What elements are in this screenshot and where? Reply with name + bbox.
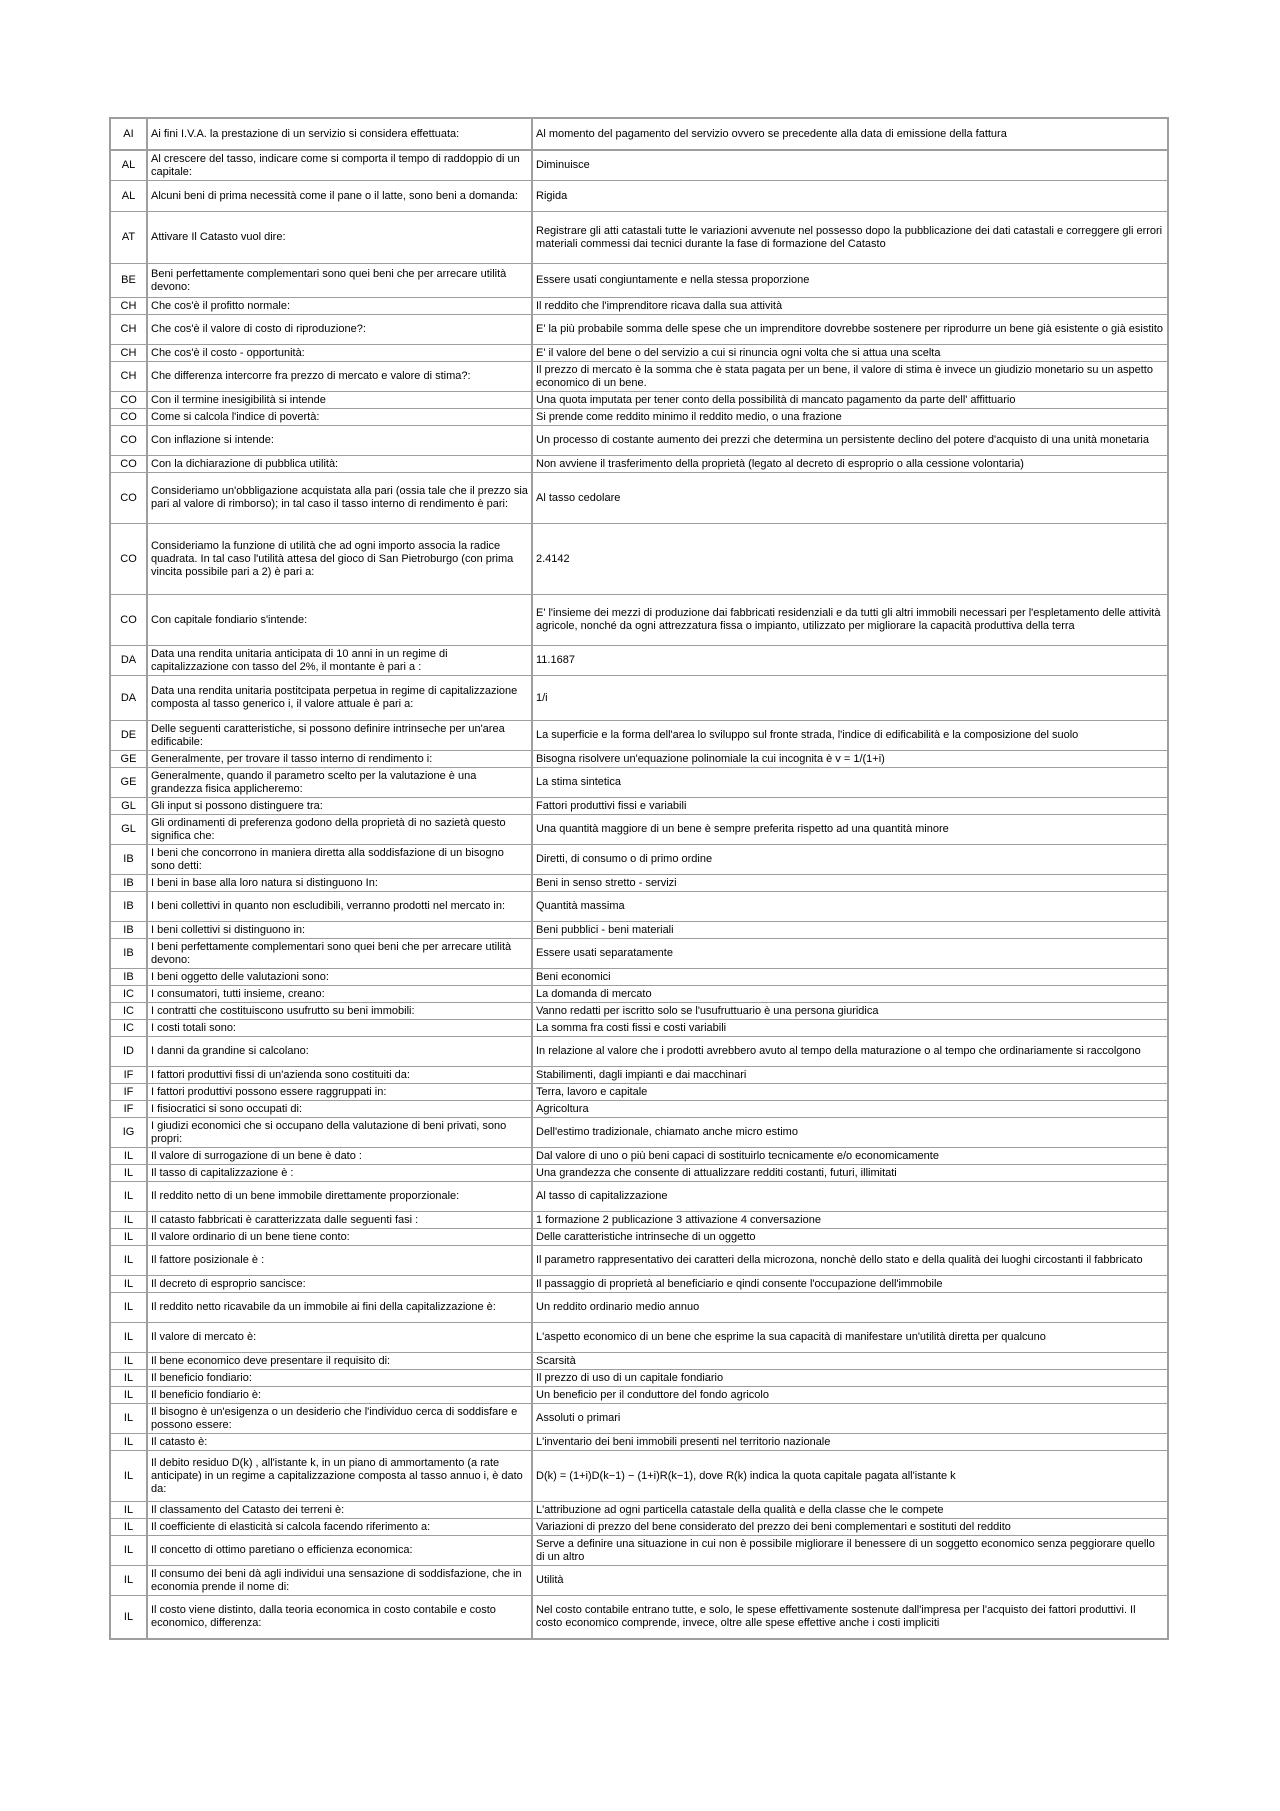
row-answer: Il prezzo di mercato è la somma che è stata pagata per un bene, il valore di stima è invece un giudizio monetario su un aspetto economico di un bene. [532, 362, 1168, 392]
table-row [110, 892, 1168, 922]
row-answer: Un reddito ordinario medio annuo [532, 1293, 1168, 1323]
row-code: IG [110, 1118, 147, 1148]
row-answer: Stabilimenti, dagli impianti e dai macchinari [532, 1067, 1168, 1084]
row-answer: L'aspetto economico di un bene che esprime la sua capacità di manifestare un'utilità diretta per qualcuno [532, 1323, 1168, 1353]
table-row [110, 986, 1168, 1003]
row-answer: Bisogna risolvere un'equazione polinomiale la cui incognita è v = 1/(1+i) [532, 751, 1168, 768]
row-code: IL [110, 1276, 147, 1293]
row-question: Il costo viene distinto, dalla teoria economica in costo contabile e costo economico, differenza: [147, 1596, 532, 1640]
row-code: IB [110, 969, 147, 986]
row-question: I costi totali sono: [147, 1020, 532, 1037]
table-row [110, 721, 1168, 751]
row-code: IL [110, 1434, 147, 1451]
qa-table [109, 117, 1169, 1640]
row-code: IL [110, 1212, 147, 1229]
table-row [110, 1353, 1168, 1370]
row-question: Con inflazione si intende: [147, 426, 532, 456]
table-row [110, 150, 1168, 181]
table-row [110, 751, 1168, 768]
row-question: Che cos'è il profitto normale: [147, 298, 532, 315]
row-answer: Assoluti o primari [532, 1404, 1168, 1434]
row-code: CO [110, 426, 147, 456]
row-answer: Al tasso di capitalizzazione [532, 1182, 1168, 1212]
row-question: Il tasso di capitalizzazione è : [147, 1165, 532, 1182]
row-question: Il valore di surrogazione di un bene è dato : [147, 1148, 532, 1165]
table-row [110, 1323, 1168, 1353]
row-question: Data una rendita unitaria anticipata di 10 anni in un regime di capitalizzazione con tasso del 2%, il montante è pari a : [147, 646, 532, 676]
row-answer: Al momento del pagamento del servizio ovvero se precedente alla data di emissione della fattura [532, 118, 1168, 150]
row-code: IL [110, 1502, 147, 1519]
row-answer: Vanno redatti per iscritto solo se l'usufruttuario è una persona giuridica [532, 1003, 1168, 1020]
table-row [110, 798, 1168, 815]
table-row [110, 1148, 1168, 1165]
row-question: Il beneficio fondiario: [147, 1370, 532, 1387]
table-row [110, 922, 1168, 939]
table-row [110, 1101, 1168, 1118]
row-code: AL [110, 181, 147, 212]
row-code: IL [110, 1536, 147, 1566]
table-row [110, 1246, 1168, 1276]
row-answer: Beni pubblici - beni materiali [532, 922, 1168, 939]
table-row [110, 345, 1168, 362]
row-answer: Delle caratteristiche intrinseche di un oggetto [532, 1229, 1168, 1246]
row-code: AL [110, 150, 147, 181]
row-question: I beni che concorrono in maniera diretta alla soddisfazione di un bisogno sono detti: [147, 845, 532, 875]
row-code: GE [110, 751, 147, 768]
row-code: IL [110, 1566, 147, 1596]
row-code: DA [110, 646, 147, 676]
row-answer: E' l'insieme dei mezzi di produzione dai fabbricati residenziali e da tutti gli altri immobili necessari per l'espletamento delle attività agricole, nonché da ogni attrezzatura fissa o impianto, utilizzato per migliorare la capacità produttiva della terra [532, 595, 1168, 646]
row-question: Il catasto è: [147, 1434, 532, 1451]
row-code: CO [110, 595, 147, 646]
row-answer: Si prende come reddito minimo il reddito medio, o una frazione [532, 409, 1168, 426]
row-question: I fattori produttivi fissi di un'azienda sono costituiti da: [147, 1067, 532, 1084]
row-answer: La stima sintetica [532, 768, 1168, 798]
row-code: ID [110, 1037, 147, 1067]
row-code: GE [110, 768, 147, 798]
row-code: AI [110, 118, 147, 150]
table-row [110, 118, 1168, 150]
row-question: Consideriamo la funzione di utilità che ad ogni importo associa la radice quadrata. In tal caso l'utilità attesa del gioco di San Pietroburgo (con prima vincita possibile pari a 2) è pari a: [147, 524, 532, 595]
row-code: CH [110, 345, 147, 362]
table-row [110, 1182, 1168, 1212]
row-answer: Una quantità maggiore di un bene è sempre preferita rispetto ad una quantità minore [532, 815, 1168, 845]
row-code: IL [110, 1451, 147, 1502]
row-code: IL [110, 1165, 147, 1182]
table-row [110, 1502, 1168, 1519]
row-answer: 1/i [532, 676, 1168, 721]
row-code: IL [110, 1148, 147, 1165]
row-answer: Fattori produttivi fissi e variabili [532, 798, 1168, 815]
row-answer: Terra, lavoro e capitale [532, 1084, 1168, 1101]
row-question: Il coefficiente di elasticità si calcola facendo riferimento a: [147, 1519, 532, 1536]
row-question: Che cos'è il valore di costo di riproduzione?: [147, 315, 532, 345]
row-code: CO [110, 456, 147, 473]
row-answer: Dal valore di uno o più beni capaci di sostituirlo tecnicamente e/o economicamente [532, 1148, 1168, 1165]
row-question: Generalmente, quando il parametro scelto per la valutazione è una grandezza fisica applicheremo: [147, 768, 532, 798]
row-answer: Il parametro rappresentativo dei caratteri della microzona, nonchè dello stato e della qualità dei luoghi circostanti il fabbricato [532, 1246, 1168, 1276]
table-row [110, 1596, 1168, 1640]
row-question: I contratti che costituiscono usufrutto su beni immobili: [147, 1003, 532, 1020]
row-answer: D(k) = (1+i)D(k−1) − (1+i)R(k−1), dove R(k) indica la quota capitale pagata all'istante k [532, 1451, 1168, 1502]
row-answer: La domanda di mercato [532, 986, 1168, 1003]
row-code: DA [110, 676, 147, 721]
row-code: CH [110, 315, 147, 345]
table-row [110, 1003, 1168, 1020]
table-row [110, 298, 1168, 315]
row-code: IL [110, 1596, 147, 1640]
qa-table-body [110, 118, 1168, 1639]
row-question: Con la dichiarazione di pubblica utilità: [147, 456, 532, 473]
row-answer: 2.4142 [532, 524, 1168, 595]
table-row [110, 1020, 1168, 1037]
row-code: IL [110, 1404, 147, 1434]
row-answer: Il prezzo di uso di un capitale fondiario [532, 1370, 1168, 1387]
table-row [110, 1067, 1168, 1084]
row-code: CO [110, 392, 147, 409]
table-row [110, 815, 1168, 845]
row-code: IL [110, 1323, 147, 1353]
row-question: Il reddito netto di un bene immobile direttamente proporzionale: [147, 1182, 532, 1212]
table-row [110, 1293, 1168, 1323]
row-answer: Essere usati congiuntamente e nella stessa proporzione [532, 264, 1168, 298]
row-answer: E' la più probabile somma delle spese che un imprenditore dovrebbe sostenere per riprodurre un bene già esistente o già esistito [532, 315, 1168, 345]
table-row [110, 1165, 1168, 1182]
row-question: I giudizi economici che si occupano della valutazione di beni privati, sono propri: [147, 1118, 532, 1148]
row-code: IL [110, 1519, 147, 1536]
table-row [110, 264, 1168, 298]
table-row [110, 676, 1168, 721]
table-row [110, 1566, 1168, 1596]
row-question: Ai fini I.V.A. la prestazione di un servizio si considera effettuata: [147, 118, 532, 150]
row-code: IB [110, 875, 147, 892]
row-question: Il valore ordinario di un bene tiene conto: [147, 1229, 532, 1246]
row-question: Con capitale fondiario s'intende: [147, 595, 532, 646]
table-row [110, 1118, 1168, 1148]
row-answer: Registrare gli atti catastali tutte le variazioni avvenute nel possesso dopo la pubblicazione dei dati catastali e correggere gli errori materiali commessi dai tecnici durante la fase di formazione del Catasto [532, 212, 1168, 264]
table-row [110, 646, 1168, 676]
row-code: IF [110, 1084, 147, 1101]
row-answer: La superficie e la forma dell'area lo sviluppo sul fronte strada, l'indice di edificabilità e la composizione del suolo [532, 721, 1168, 751]
row-question: Il catasto fabbricati è caratterizzata dalle seguenti fasi : [147, 1212, 532, 1229]
row-question: Generalmente, per trovare il tasso interno di rendimento i: [147, 751, 532, 768]
row-answer: Variazioni di prezzo del bene considerato del prezzo dei beni complementari e sostituti del reddito [532, 1519, 1168, 1536]
row-question: Data una rendita unitaria postitcipata perpetua in regime di capitalizzazione composta al tasso generico i, il valore attuale è pari a: [147, 676, 532, 721]
row-code: CH [110, 298, 147, 315]
row-code: IB [110, 922, 147, 939]
row-answer: E' il valore del bene o del servizio a cui si rinuncia ogni volta che si attua una scelta [532, 345, 1168, 362]
row-code: IL [110, 1229, 147, 1246]
table-row [110, 1404, 1168, 1434]
row-question: I beni in base alla loro natura si distinguono In: [147, 875, 532, 892]
table-row [110, 315, 1168, 345]
table-row [110, 409, 1168, 426]
row-code: GL [110, 815, 147, 845]
row-question: Gli ordinamenti di preferenza godono della proprietà di no sazietà questo significa che: [147, 815, 532, 845]
row-question: I consumatori, tutti insieme, creano: [147, 986, 532, 1003]
row-answer: Un processo di costante aumento dei prezzi che determina un persistente declino del potere d'acquisto di una unità monetaria [532, 426, 1168, 456]
row-question: Il valore di mercato è: [147, 1323, 532, 1353]
row-code: IF [110, 1067, 147, 1084]
table-row [110, 456, 1168, 473]
row-question: Il bisogno è un'esigenza o un desiderio che l'individuo cerca di soddisfare e possono essere: [147, 1404, 532, 1434]
table-row [110, 524, 1168, 595]
table-row [110, 1387, 1168, 1404]
table-row [110, 1536, 1168, 1566]
row-answer: Scarsità [532, 1353, 1168, 1370]
table-row [110, 181, 1168, 212]
row-answer: Non avviene il trasferimento della proprietà (legato al decreto di esproprio o alla cessione volontaria) [532, 456, 1168, 473]
table-row [110, 845, 1168, 875]
row-question: Il debito residuo D(k) , all'istante k, in un piano di ammortamento (a rate anticipate) in un regime a capitalizzazione composta al tasso annuo i, è dato da: [147, 1451, 532, 1502]
row-question: Attivare Il Catasto vuol dire: [147, 212, 532, 264]
table-row [110, 1212, 1168, 1229]
table-row [110, 1519, 1168, 1536]
row-question: Il decreto di esproprio sancisce: [147, 1276, 532, 1293]
row-code: IB [110, 939, 147, 969]
row-answer: Il reddito che l'imprenditore ricava dalla sua attività [532, 298, 1168, 315]
row-answer: Diretti, di consumo o di primo ordine [532, 845, 1168, 875]
table-row [110, 1229, 1168, 1246]
row-code: IC [110, 986, 147, 1003]
row-question: Il fattore posizionale è : [147, 1246, 532, 1276]
row-answer: Una quota imputata per tener conto della possibilità di mancato pagamento da parte dell' affittuario [532, 392, 1168, 409]
row-answer: Agricoltura [532, 1101, 1168, 1118]
row-code: IL [110, 1387, 147, 1404]
table-row [110, 1370, 1168, 1387]
row-answer: Beni economici [532, 969, 1168, 986]
table-row [110, 939, 1168, 969]
row-question: Gli input si possono distinguere tra: [147, 798, 532, 815]
row-code: CO [110, 409, 147, 426]
row-question: Come si calcola l'indice di povertà: [147, 409, 532, 426]
row-code: IL [110, 1353, 147, 1370]
row-answer: Utilità [532, 1566, 1168, 1596]
table-row [110, 768, 1168, 798]
row-code: IL [110, 1182, 147, 1212]
row-code: AT [110, 212, 147, 264]
row-code: CO [110, 524, 147, 595]
table-row [110, 473, 1168, 524]
row-code: IB [110, 892, 147, 922]
row-question: Delle seguenti caratteristiche, si possono definire intrinseche per un'area edificabile: [147, 721, 532, 751]
table-row [110, 212, 1168, 264]
row-answer: Nel costo contabile entrano tutte, e solo, le spese effettivamente sostenute dall'impresa per l'acquisto dei fattori produttivi. Il costo economico comprende, invece, oltre alle spese effettive anche i costi impliciti [532, 1596, 1168, 1640]
row-code: IC [110, 1003, 147, 1020]
row-answer: Serve a definire una situazione in cui non è possibile migliorare il benessere di un soggetto economico senza peggiorare quello di un altro [532, 1536, 1168, 1566]
row-code: IF [110, 1101, 147, 1118]
table-row [110, 426, 1168, 456]
row-question: Beni perfettamente complementari sono quei beni che per arrecare utilità devono: [147, 264, 532, 298]
row-answer: Un beneficio per il conduttore del fondo agricolo [532, 1387, 1168, 1404]
row-answer: Rigida [532, 181, 1168, 212]
row-question: Che cos'è il costo - opportunità: [147, 345, 532, 362]
row-code: IL [110, 1370, 147, 1387]
row-answer: Il passaggio di proprietà al beneficiario e qindi consente l'occupazione dell'immobile [532, 1276, 1168, 1293]
row-code: CH [110, 362, 147, 392]
row-question: I beni collettivi in quanto non escludibili, verranno prodotti nel mercato in: [147, 892, 532, 922]
row-question: Il bene economico deve presentare il requisito di: [147, 1353, 532, 1370]
row-answer: 11.1687 [532, 646, 1168, 676]
row-code: GL [110, 798, 147, 815]
row-code: BE [110, 264, 147, 298]
row-code: DE [110, 721, 147, 751]
row-question: I danni da grandine si calcolano: [147, 1037, 532, 1067]
row-question: Il consumo dei beni dà agli individui una sensazione di soddisfazione, che in economia prende il nome di: [147, 1566, 532, 1596]
row-answer: La somma fra costi fissi e costi variabili [532, 1020, 1168, 1037]
row-question: Consideriamo un'obbligazione acquistata alla pari (ossia tale che il prezzo sia pari al valore di rimborso); in tal caso il tasso interno di rendimento è pari: [147, 473, 532, 524]
table-row [110, 362, 1168, 392]
row-question: Il classamento del Catasto dei terreni è: [147, 1502, 532, 1519]
row-question: Con il termine inesigibilità si intende [147, 392, 532, 409]
row-question: Al crescere del tasso, indicare come si comporta il tempo di raddoppio di un capitale: [147, 150, 532, 181]
row-code: IC [110, 1020, 147, 1037]
row-answer: Al tasso cedolare [532, 473, 1168, 524]
table-row [110, 392, 1168, 409]
row-answer: Una grandezza che consente di attualizzare redditi costanti, futuri, illimitati [532, 1165, 1168, 1182]
row-answer: Essere usati separatamente [532, 939, 1168, 969]
row-question: I fisiocratici si sono occupati di: [147, 1101, 532, 1118]
row-question: Il beneficio fondiario è: [147, 1387, 532, 1404]
row-answer: L'inventario dei beni immobili presenti nel territorio nazionale [532, 1434, 1168, 1451]
row-question: I beni perfettamente complementari sono quei beni che per arrecare utilità devono: [147, 939, 532, 969]
row-answer: Beni in senso stretto - servizi [532, 875, 1168, 892]
row-answer: Diminuisce [532, 150, 1168, 181]
row-answer: L'attribuzione ad ogni particella catastale della qualità e della classe che le compete [532, 1502, 1168, 1519]
table-row [110, 595, 1168, 646]
table-row [110, 1451, 1168, 1502]
table-row [110, 875, 1168, 892]
row-question: Alcuni beni di prima necessità come il pane o il latte, sono beni a domanda: [147, 181, 532, 212]
row-code: IL [110, 1293, 147, 1323]
row-code: CO [110, 473, 147, 524]
table-row [110, 1084, 1168, 1101]
row-question: Il concetto di ottimo paretiano o efficienza economica: [147, 1536, 532, 1566]
row-code: IB [110, 845, 147, 875]
row-question: I beni collettivi si distinguono in: [147, 922, 532, 939]
row-answer: 1 formazione 2 publicazione 3 attivazione 4 conversazione [532, 1212, 1168, 1229]
row-question: I beni oggetto delle valutazioni sono: [147, 969, 532, 986]
row-answer: In relazione al valore che i prodotti avrebbero avuto al tempo della maturazione o al tempo che ordinariamente si raccolgono [532, 1037, 1168, 1067]
row-question: Il reddito netto ricavabile da un immobile ai fini della capitalizzazione è: [147, 1293, 532, 1323]
table-row [110, 1037, 1168, 1067]
table-row [110, 1276, 1168, 1293]
row-question: I fattori produttivi possono essere raggruppati in: [147, 1084, 532, 1101]
row-question: Che differenza intercorre fra prezzo di mercato e valore di stima?: [147, 362, 532, 392]
table-row [110, 969, 1168, 986]
row-code: IL [110, 1246, 147, 1276]
row-answer: Dell'estimo tradizionale, chiamato anche micro estimo [532, 1118, 1168, 1148]
row-answer: Quantità massima [532, 892, 1168, 922]
table-row [110, 1434, 1168, 1451]
